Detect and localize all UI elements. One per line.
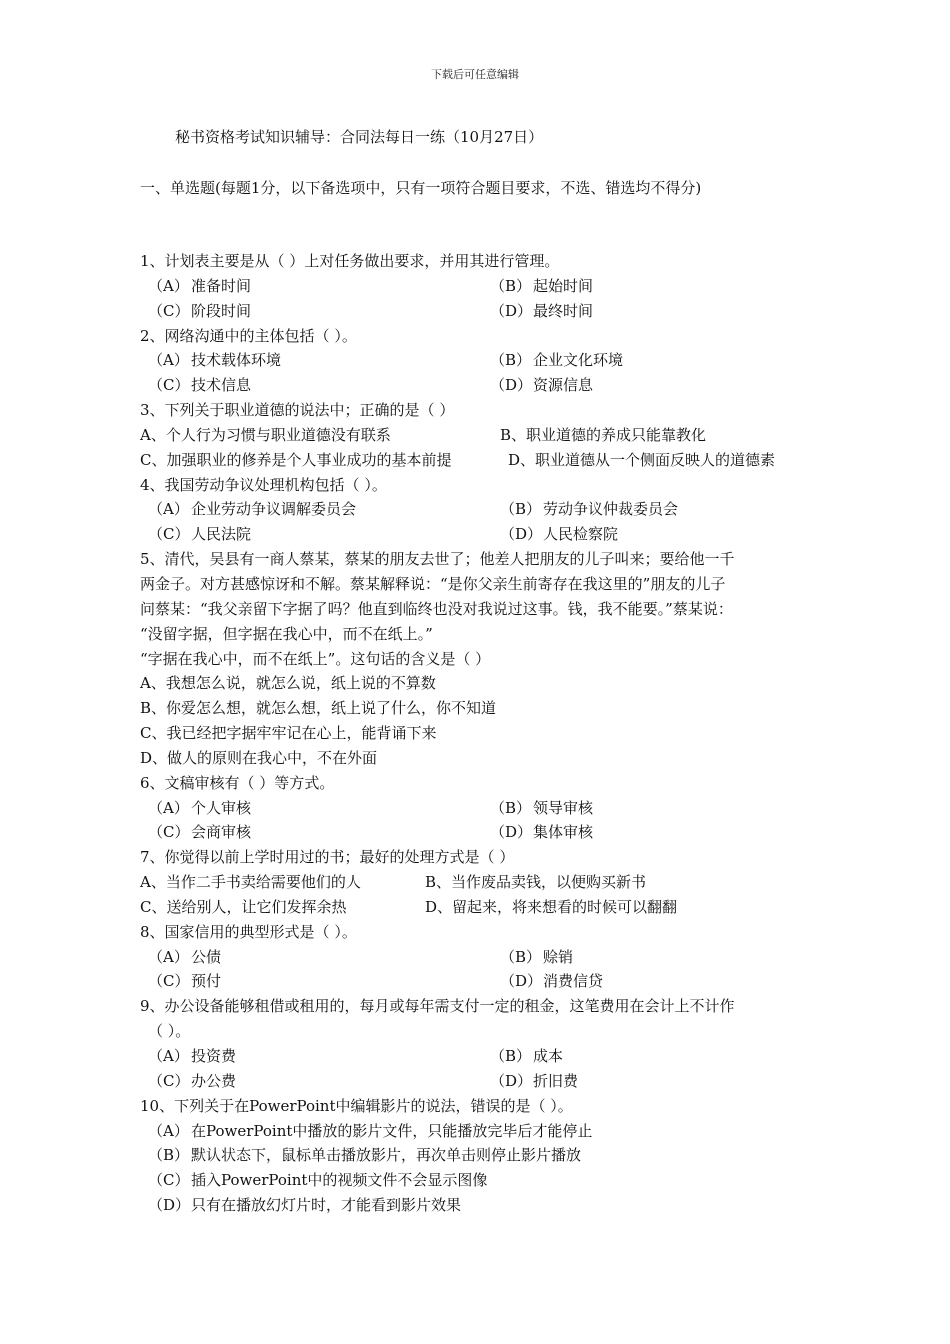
q1-option-d: （D）最终时间: [490, 301, 594, 320]
q7-options-row2: [140, 895, 830, 920]
q1-option-b: （B） 起始时间: [490, 276, 594, 295]
q4-option-c: （C） 人民法院: [148, 525, 252, 544]
q7-option-d: D、留起来，将来想看的时候可以翻翻: [425, 897, 678, 916]
q3-options-row2: [140, 448, 830, 473]
q9-option-d: （D）折旧费: [490, 1071, 579, 1090]
q2-option-b: （B） 企业文化环境: [490, 351, 624, 370]
q2-options-row1: [140, 348, 830, 373]
q3-options-row1: [140, 423, 830, 448]
q8-option-d: （D）消费信贷: [500, 972, 604, 991]
q3-option-c: C、加强职业的修养是个人事业成功的基本前提: [140, 450, 452, 469]
q4-option-d: （D）人民检察院: [500, 525, 619, 544]
q1-option-c: （C） 阶段时间: [148, 301, 252, 320]
q1-stem: 1、计划表主要是从（ ）上对任务做出要求，并用其进行管理。: [140, 252, 560, 270]
q5-option-b: B、你爱怎么想，就怎么想，纸上说了什么，你不知道: [140, 699, 497, 718]
q6-option-c: （C） 会商审核: [148, 823, 252, 842]
q1-option-a: （A） 准备时间: [148, 276, 252, 295]
q3-option-b: B、职业道德的养成只能靠教化: [500, 425, 707, 444]
q3-option-a: A、个人行为习惯与职业道德没有联系: [140, 425, 391, 444]
document-title: 秘书资格考试知识辅导：合同法每日一练（10月27日）: [175, 128, 544, 146]
q9-option-a: （A） 投资费: [148, 1047, 237, 1065]
q9-option-b: （B） 成本: [490, 1047, 564, 1065]
q7-option-c: C、送给别人，让它们发挥余热: [140, 897, 347, 916]
q5-option-c: C、我已经把字据牢牢记在心上，能背诵下来: [140, 724, 437, 743]
q3-stem: 3、下列关于职业道德的说法中；正确的是（ ）: [140, 401, 455, 420]
q7-options-row1: [140, 870, 830, 895]
q2-option-d: （D）资源信息: [490, 376, 594, 395]
q8-options-row2: [140, 969, 830, 994]
q1-options-row2: [140, 299, 830, 324]
header-note: 下载后可任意编辑: [431, 68, 519, 81]
q4-stem: 4、我国劳动争议处理机构包括（ ）。: [140, 475, 387, 494]
q4-option-a: （A） 企业劳动争议调解委员会: [148, 500, 357, 519]
q9-stem-cont: （ ）。: [148, 1022, 191, 1041]
q2-options-row2: [140, 373, 830, 398]
q8-option-a: （A） 公债: [148, 947, 222, 966]
q10-option-c: （C） 插入PowerPoint中的视频文件不会显示图像: [148, 1171, 488, 1190]
q5-stem-line5: “字据在我心中，而不在纸上”。这句话的含义是（ ）: [140, 649, 491, 668]
q10-option-a: （A） 在PowerPoint中播放的影片文件，只能播放完毕后才能停止: [148, 1121, 593, 1140]
section-heading: 一、单选题(每题1分，以下备选项中，只有一项符合题目要求，不选、错选均不得分): [140, 179, 702, 197]
q5-stem-line3: 问蔡某：“我父亲留下字据了吗？他直到临终也没对我说过这事。钱，我不能要。”蔡某说：: [140, 599, 733, 618]
q6-option-b: （B） 领导审核: [490, 798, 594, 817]
q6-option-a: （A） 个人审核: [148, 798, 252, 817]
q8-stem: 8、国家信用的典型形式是（ ）。: [140, 922, 357, 941]
q4-options-row1: [140, 497, 830, 522]
q6-options-row2: [140, 820, 830, 845]
q4-options-row2: [140, 522, 830, 547]
q8-option-c: （C） 预付: [148, 972, 222, 991]
q2-option-c: （C） 技术信息: [148, 376, 252, 395]
q9-stem: 9、办公设备能够租借或租用的，每月或每年需支付一定的租金，这笔费用在会计上不计作: [140, 997, 735, 1016]
q6-stem: 6、文稿审核有（ ）等方式。: [140, 773, 335, 792]
q5-option-a: A、我想怎么说，就怎么说，纸上说的不算数: [140, 674, 436, 693]
q9-options-row2: [140, 1069, 830, 1094]
question-list: [140, 249, 830, 1218]
q10-option-d: （D）只有在播放幻灯片时，才能看到影片效果: [148, 1196, 462, 1215]
q8-option-b: （B） 赊销: [500, 947, 574, 966]
q6-option-d: （D）集体审核: [490, 823, 594, 842]
q7-stem: 7、你觉得以前上学时用过的书；最好的处理方式是（ ）: [140, 848, 515, 867]
q6-options-row1: [140, 796, 830, 821]
q5-stem-line1: 5、清代，吴县有一商人蔡某，蔡某的朋友去世了；他差人把朋友的儿子叫来；要给他一千: [140, 550, 735, 569]
q10-option-b: （B） 默认状态下，鼠标单击播放影片，再次单击则停止影片播放: [148, 1146, 582, 1165]
q5-stem-line2: 两金子。对方甚感惊讶和不解。蔡某解释说：“是你父亲生前寄存在我这里的”朋友的儿子: [140, 574, 726, 593]
q8-options-row1: [140, 945, 830, 970]
q1-options-row1: [140, 274, 830, 299]
q10-stem: 10、下列关于在PowerPoint中编辑影片的说法，错误的是（ ）。: [140, 1096, 573, 1115]
q3-option-d: D、职业道德从一个侧面反映人的道德素: [508, 450, 776, 469]
q7-option-b: B、当作废品卖钱，以便购买新书: [425, 873, 647, 892]
q4-option-b: （B） 劳动争议仲裁委员会: [500, 500, 679, 519]
q5-stem-line4: “没留字据，但字据在我心中，而不在纸上。”: [140, 624, 433, 643]
q5-option-d: D、做人的原则在我心中，不在外面: [140, 748, 378, 767]
q2-stem: 2、网络沟通中的主体包括（ ）。: [140, 326, 357, 345]
q9-options-row1: [140, 1044, 830, 1069]
q7-option-a: A、当作二手书卖给需要他们的人: [140, 873, 361, 892]
q2-option-a: （A） 技术载体环境: [148, 351, 282, 370]
q9-option-c: （C） 办公费: [148, 1071, 237, 1090]
